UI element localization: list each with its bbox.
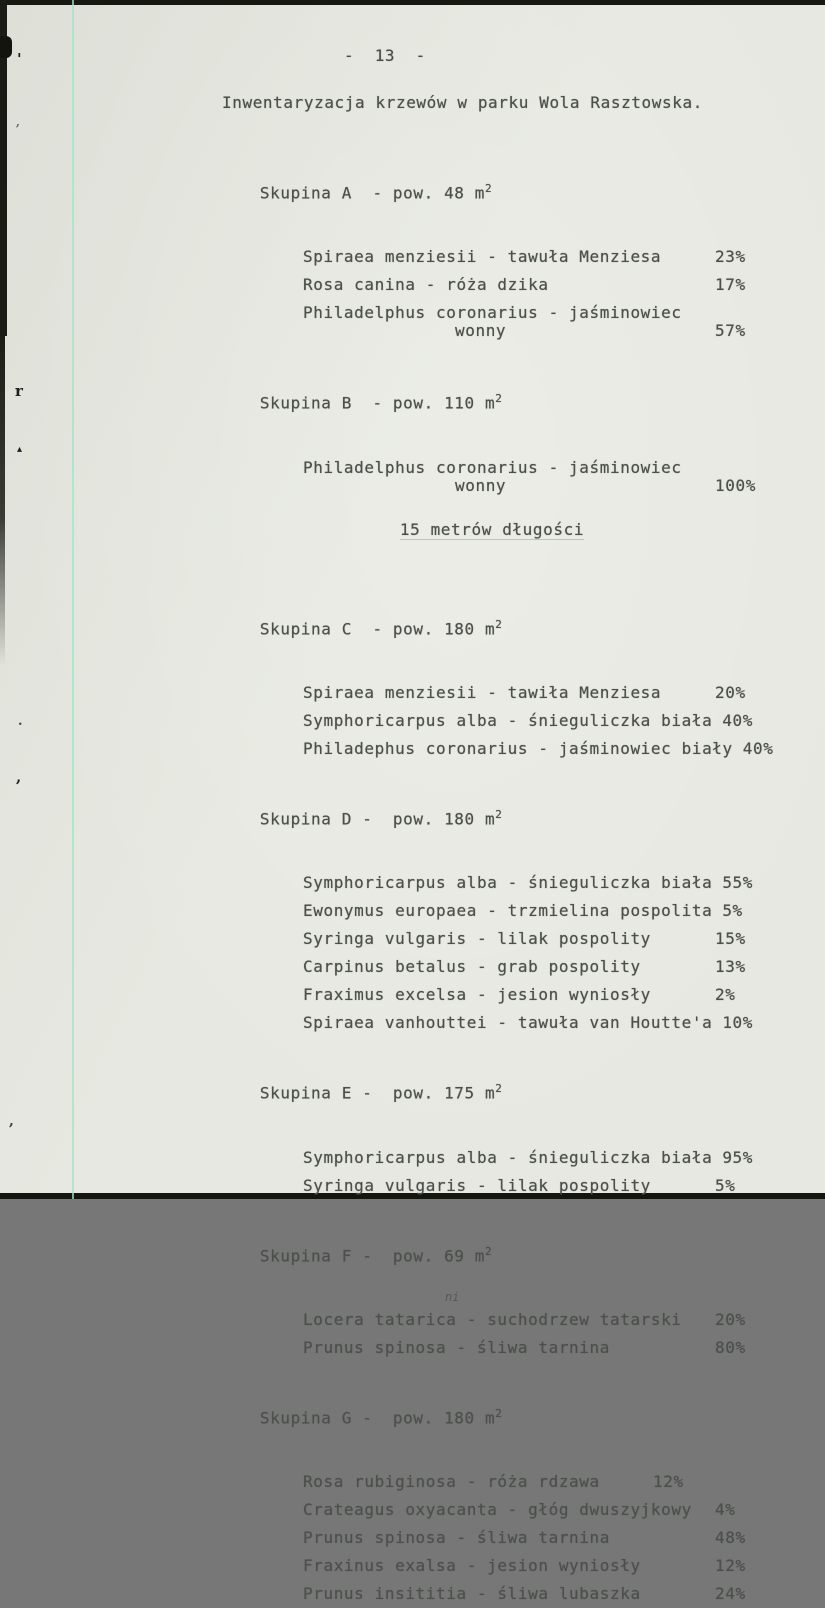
area-superscript: 2: [485, 1244, 492, 1258]
species-percent: 15%: [715, 929, 746, 949]
group-area: - pow. 175 m: [351, 1083, 496, 1103]
species-row: [303, 1009, 788, 1037]
species-percent: 20%: [715, 1309, 746, 1329]
species-percent: 80%: [715, 1337, 746, 1357]
handwritten-correction: ni: [445, 1289, 460, 1304]
species-row: [303, 1552, 788, 1580]
scan-edge-top: [0, 0, 825, 5]
species-row: [303, 243, 788, 271]
ink-speck: ': [17, 50, 22, 68]
group-note: 15 metrów długości: [399, 519, 585, 539]
group-label: Skupina A: [259, 183, 352, 203]
group-f: [178, 1210, 788, 1362]
species-list: [178, 1144, 788, 1200]
species-row: [303, 1524, 788, 1552]
group-g: [178, 1372, 788, 1608]
species-name: Syringa vulgaris - lilak pospolity: [303, 1175, 651, 1195]
species-percent: 55%: [722, 873, 754, 893]
species-row: [303, 271, 788, 299]
area-superscript: 2: [495, 392, 502, 406]
species-row: [303, 299, 788, 327]
group-area: - pow. 110 m: [351, 393, 496, 413]
species-percent: 2%: [715, 985, 736, 1005]
species-percent: 13%: [715, 957, 746, 977]
species-percent: 48%: [715, 1528, 746, 1548]
species-name: Spiraea menziesii - tawiła Menziesa: [303, 682, 662, 702]
species-list: [178, 243, 788, 345]
species-list: [178, 1468, 788, 1608]
species-row: [303, 981, 788, 1009]
species-percent: 95%: [722, 1147, 754, 1167]
species-name: Rosa rubiginosa - róża rdzawa: [303, 1472, 600, 1492]
species-percent: 12%: [715, 1556, 746, 1576]
group-area: - pow. 180 m: [351, 618, 496, 638]
species-row: [303, 897, 788, 925]
species-percent: 57%: [715, 321, 746, 341]
group-a: [178, 147, 788, 345]
species-name: Philadephus coronarius - jaśminowiec biały: [303, 738, 733, 758]
species-percent: 10%: [722, 1013, 754, 1033]
group-note-row: [178, 488, 788, 572]
species-list: [178, 1289, 788, 1362]
species-name: Carpinus betalus - grab pospolity: [303, 957, 641, 977]
group-area: - pow. 180 m: [351, 809, 496, 829]
species-percent: 12%: [653, 1472, 684, 1492]
area-superscript: 2: [495, 617, 502, 631]
species-name: Fraximus excelsa - jesion wyniosły: [303, 985, 651, 1005]
group-header: [178, 583, 788, 671]
species-row: [303, 1580, 788, 1608]
group-header: [178, 1047, 788, 1135]
species-percent: 17%: [715, 275, 746, 295]
species-name: Prunus insititia - śliwa lubaszka: [303, 1584, 641, 1604]
group-e: [178, 1047, 788, 1199]
ink-speck: ,: [9, 1113, 14, 1129]
group-area: - pow. 180 m: [351, 1408, 496, 1428]
group-c: [178, 583, 788, 763]
species-row: [303, 707, 788, 735]
ink-speck: .: [18, 714, 23, 729]
species-percent: 20%: [715, 682, 746, 702]
species-list: [178, 679, 788, 763]
species-name-continuation: wonny: [455, 321, 507, 341]
group-d: [178, 773, 788, 1037]
species-name: Spiraea vanhouttei - tawuła van Houtte'a: [303, 1013, 713, 1033]
species-name: Prunus spinosa - śliwa tarnina: [303, 1337, 610, 1357]
species-row: [303, 1334, 788, 1362]
species-name: Symphoricarpus alba - śnieguliczka biała: [303, 1147, 713, 1167]
ink-speck: ▴: [17, 444, 23, 455]
species-name: Crateagus oxyacanta - głóg dwuszyjkowy: [303, 1500, 692, 1520]
species-name-rest: cera tatarica - suchodrzew tatarski: [323, 1309, 682, 1329]
species-row: [303, 454, 788, 482]
group-header: [178, 147, 788, 235]
group-area: - pow. 48 m: [351, 183, 486, 203]
species-name: Philadelphus coronarius - jaśminowiec: [303, 457, 682, 477]
group-label: Skupina B: [259, 393, 352, 413]
species-name-continuation: wonny: [455, 475, 507, 495]
species-list: [178, 869, 788, 1037]
species-percent: 40%: [742, 738, 774, 758]
group-label: Skupina E: [259, 1083, 352, 1103]
group-header: [178, 773, 788, 861]
species-percent: 5%: [715, 1175, 736, 1195]
species-name: Prunus spinosa - śliwa tarnina: [303, 1528, 610, 1548]
margin-rule-line: [72, 0, 74, 1199]
species-percent: 24%: [715, 1584, 746, 1604]
species-row: [303, 679, 788, 707]
species-name: Syringa vulgaris - lilak pospolity: [303, 929, 651, 949]
species-name: Rosa canina - róża dzika: [303, 275, 549, 295]
ink-speck: ,: [16, 116, 20, 129]
group-area: - pow. 69 m: [351, 1245, 486, 1265]
species-name: [303, 1306, 705, 1334]
group-header: [178, 1210, 788, 1298]
group-label: Skupina F: [259, 1245, 352, 1265]
group-label: Skupina C: [259, 618, 352, 638]
species-row: [303, 869, 788, 897]
species-row: [303, 1496, 788, 1524]
species-percent: 4%: [715, 1500, 736, 1520]
area-superscript: 2: [485, 182, 492, 195]
group-header: [178, 357, 788, 445]
species-row: [303, 1468, 788, 1496]
species-name: Ewonymus europaea - trzmielina pospolita: [303, 901, 713, 921]
species-percent: 5%: [722, 901, 743, 921]
species-name: Spiraea menziesii - tawuła Menziesa: [303, 247, 662, 267]
area-superscript: 2: [495, 1082, 502, 1096]
species-percent: 23%: [715, 247, 746, 267]
species-percent: 100%: [715, 475, 756, 495]
species-row: [303, 1289, 788, 1334]
species-row: [303, 1172, 788, 1200]
page-number: - 13 -: [344, 46, 426, 65]
area-superscript: 2: [495, 1406, 502, 1420]
species-name: Symphoricarpus alba - śnieguliczka biała: [303, 873, 713, 893]
ink-speck: r: [15, 382, 23, 400]
inventory-content: [178, 137, 788, 1608]
area-superscript: 2: [495, 807, 502, 821]
species-name-prefix: Lo: [303, 1309, 324, 1329]
group-header: [178, 1372, 788, 1460]
species-name: Symphoricarpus alba - śnieguliczka biała: [303, 710, 713, 730]
scan-edge-blob: [0, 36, 12, 58]
species-name: Fraxinus exalsa - jesion wyniosły: [303, 1556, 641, 1576]
scan-edge-left-fade: [0, 336, 5, 666]
group-label: Skupina G: [259, 1408, 352, 1428]
species-name: Philadelphus coronarius - jaśminowiec: [303, 303, 682, 323]
species-row: [303, 953, 788, 981]
ink-speck: ,: [16, 768, 22, 786]
group-label: Skupina D: [259, 809, 352, 829]
species-row: [303, 925, 788, 953]
group-b: [178, 357, 788, 571]
document-title: Inwentaryzacja krzewów w parku Wola Rasztowska.: [222, 93, 703, 112]
species-row: [303, 1144, 788, 1172]
species-row: [303, 735, 788, 763]
species-percent: 40%: [722, 710, 754, 730]
